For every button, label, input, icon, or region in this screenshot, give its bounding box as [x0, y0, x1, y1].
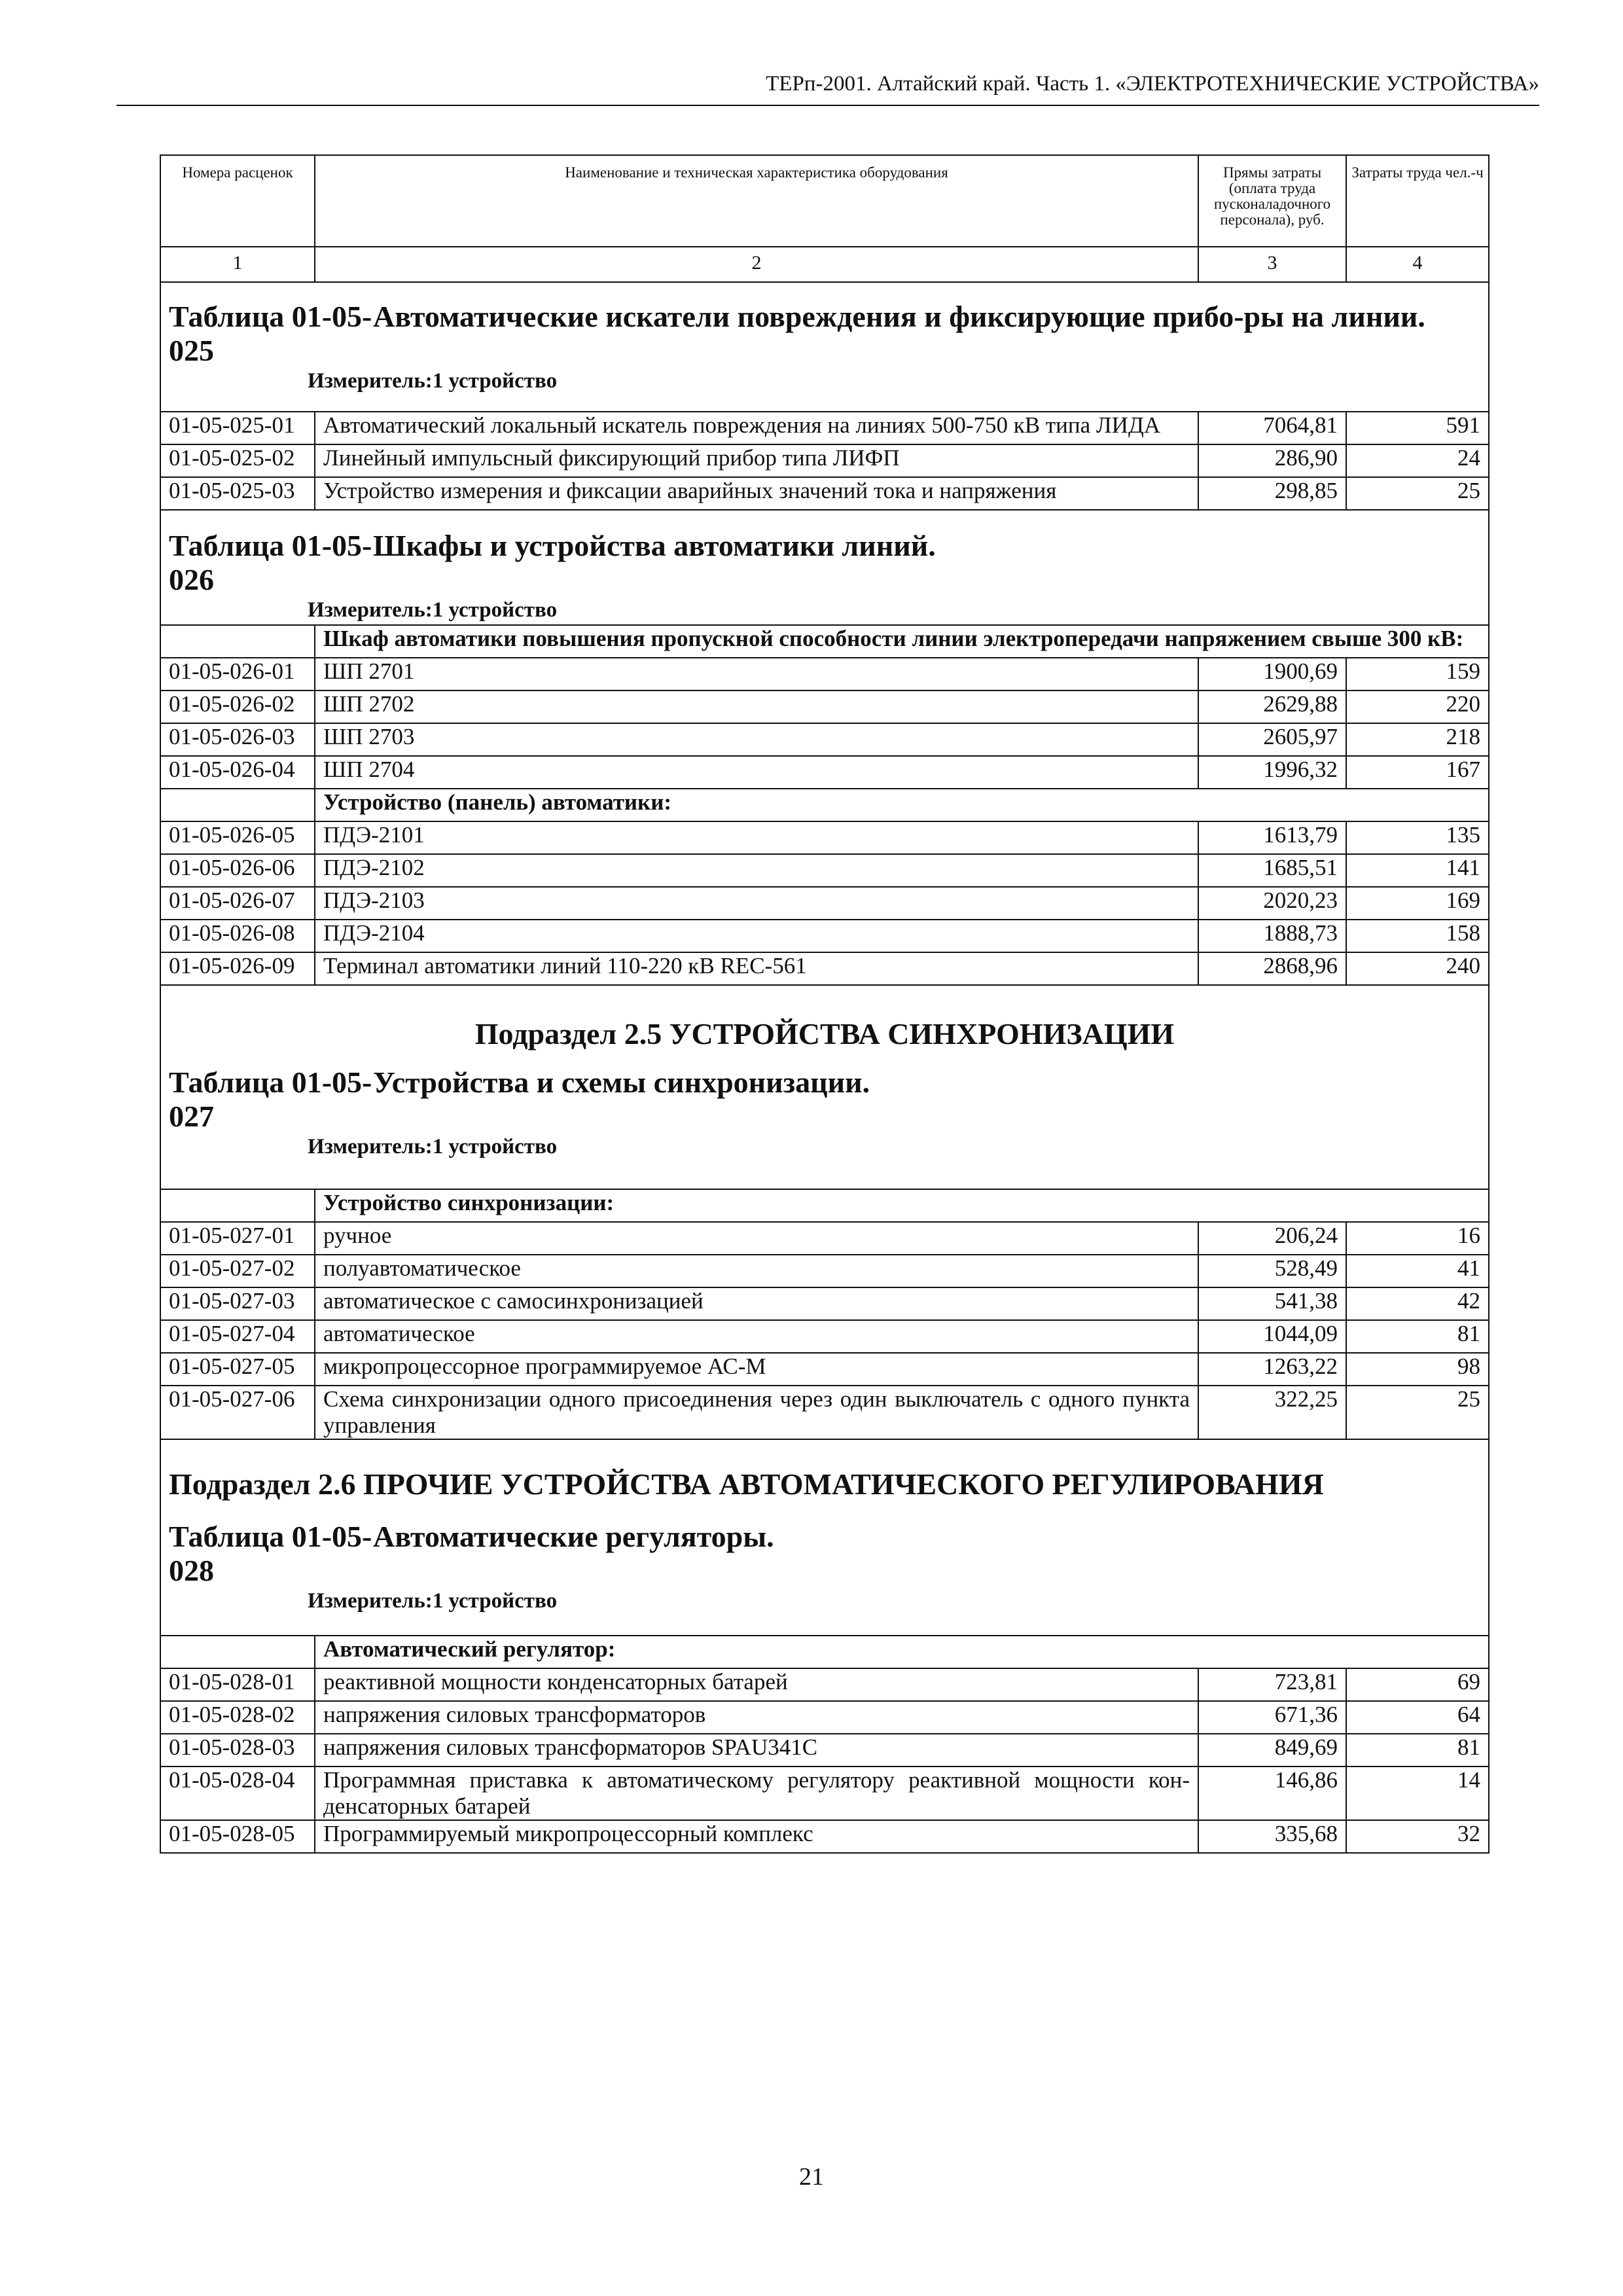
item-labor: 25	[1346, 1386, 1489, 1439]
group-row	[160, 1636, 1489, 1668]
item-labor: 42	[1346, 1287, 1489, 1320]
group-heading: Устройство (панель) автоматики:	[315, 789, 1489, 821]
item-labor: 14	[1346, 1767, 1489, 1820]
item-name: ПДЭ-2101	[315, 821, 1198, 854]
price-table	[160, 154, 1489, 1854]
rate-code: 01-05-027-06	[160, 1386, 315, 1439]
item-cost: 286,90	[1198, 444, 1346, 477]
group-row	[160, 625, 1489, 658]
item-name: Программируемый микропроцессорный комплекс	[315, 1820, 1198, 1853]
item-cost: 7064,81	[1198, 412, 1346, 444]
item-labor: 135	[1346, 821, 1489, 854]
subsection-title: Подраздел 2.6 ПРОЧИЕ УСТРОЙСТВА АВТОМАТИЧЕСКОГО РЕГУЛИРОВАНИЯ	[169, 1467, 1324, 1501]
item-name: Автоматический локальный искатель повреждения на линиях 500-750 кВ типа ЛИДА	[315, 412, 1198, 444]
item-labor: 81	[1346, 1320, 1489, 1353]
item-name: ПДЭ-2103	[315, 887, 1198, 920]
column-number: 2	[315, 247, 1198, 282]
table-name: Автоматические искатели повреждения и фиксирующие прибо-ры на линии.	[373, 300, 1425, 333]
item-labor: 98	[1346, 1353, 1489, 1386]
rate-code: 01-05-026-03	[160, 723, 315, 756]
item-labor: 167	[1346, 756, 1489, 789]
item-labor: 220	[1346, 691, 1489, 723]
table-row	[160, 1734, 1489, 1767]
meter-label: Измеритель:1 устройство	[308, 369, 558, 393]
item-cost: 1888,73	[1198, 920, 1346, 952]
page-number: 21	[799, 2163, 824, 2191]
rate-code: 01-05-027-02	[160, 1255, 315, 1287]
table-row	[160, 887, 1489, 920]
item-labor: 24	[1346, 444, 1489, 477]
column-number-row	[160, 247, 1489, 282]
rate-code: 01-05-026-06	[160, 854, 315, 887]
item-cost: 528,49	[1198, 1255, 1346, 1287]
table-row	[160, 691, 1489, 723]
rate-code: 01-05-027-05	[160, 1353, 315, 1386]
table-number: Таблица 01-05-026	[169, 529, 372, 596]
item-name: реактивной мощности конденсаторных батарей	[315, 1668, 1198, 1701]
item-cost: 2020,23	[1198, 887, 1346, 920]
rate-code: 01-05-028-05	[160, 1820, 315, 1853]
item-cost: 1996,32	[1198, 756, 1346, 789]
subsection-title: Подраздел 2.5 УСТРОЙСТВА СИНХРОНИЗАЦИИ	[474, 1017, 1175, 1050]
table-row	[160, 412, 1489, 444]
rate-code: 01-05-026-05	[160, 821, 315, 854]
table-section-028	[160, 1439, 1489, 1636]
item-cost: 1263,22	[1198, 1353, 1346, 1386]
item-cost: 206,24	[1198, 1222, 1346, 1255]
table-row	[160, 723, 1489, 756]
item-cost: 671,36	[1198, 1701, 1346, 1734]
group-heading: Устройство синхронизации:	[315, 1189, 1489, 1222]
item-cost: 1044,09	[1198, 1320, 1346, 1353]
group-heading: Шкаф автоматики повышения пропускной способности линии электропередачи напряжением свыше 300 кВ:	[315, 625, 1489, 658]
item-name: Линейный импульсный фиксирующий прибор типа ЛИФП	[315, 444, 1198, 477]
table-section-027	[160, 985, 1489, 1189]
table-row	[160, 821, 1489, 854]
table-row	[160, 920, 1489, 952]
table-section-025	[160, 282, 1489, 412]
running-header: ТЕРп-2001. Алтайский край. Часть 1. «ЭЛЕКТРОТЕХНИЧЕСКИЕ УСТРОЙСТВА»	[116, 71, 1539, 106]
item-name: Устройство измерения и фиксации аварийных значений тока и напряжения	[315, 477, 1198, 510]
item-cost: 2868,96	[1198, 952, 1346, 985]
table-row	[160, 1255, 1489, 1287]
item-name: ПДЭ-2104	[315, 920, 1198, 952]
table-name: Автоматические регуляторы.	[373, 1520, 774, 1553]
item-labor: 159	[1346, 658, 1489, 691]
item-cost: 298,85	[1198, 477, 1346, 510]
rate-code: 01-05-028-01	[160, 1668, 315, 1701]
item-labor: 240	[1346, 952, 1489, 985]
item-name: ручное	[315, 1222, 1198, 1255]
item-labor: 81	[1346, 1734, 1489, 1767]
item-labor: 591	[1346, 412, 1489, 444]
item-name: Схема синхронизации одного присоединения через один выключатель с одного пункта управления	[315, 1386, 1198, 1439]
table-row	[160, 1386, 1489, 1439]
rate-code: 01-05-027-03	[160, 1287, 315, 1320]
item-name: полуавтоматическое	[315, 1255, 1198, 1287]
table-row	[160, 1320, 1489, 1353]
table-row	[160, 952, 1489, 985]
meter-label: Измеритель:1 устройство	[308, 1135, 558, 1158]
column-header-labor: Затраты труда чел.-ч	[1346, 155, 1489, 247]
item-name: ШП 2701	[315, 658, 1198, 691]
item-cost: 723,81	[1198, 1668, 1346, 1701]
group-row	[160, 1189, 1489, 1222]
item-cost: 322,25	[1198, 1386, 1346, 1439]
rate-code: 01-05-026-01	[160, 658, 315, 691]
item-cost: 335,68	[1198, 1820, 1346, 1853]
item-name: напряжения силовых трансформаторов	[315, 1701, 1198, 1734]
rate-code: 01-05-026-07	[160, 887, 315, 920]
table-row	[160, 658, 1489, 691]
rate-code: 01-05-025-03	[160, 477, 315, 510]
item-labor: 158	[1346, 920, 1489, 952]
table-number: Таблица 01-05-027	[169, 1066, 372, 1133]
table-row	[160, 1353, 1489, 1386]
item-labor: 69	[1346, 1668, 1489, 1701]
item-cost: 1613,79	[1198, 821, 1346, 854]
item-cost: 146,86	[1198, 1767, 1346, 1820]
rate-code: 01-05-025-02	[160, 444, 315, 477]
item-name: ШП 2704	[315, 756, 1198, 789]
table-row	[160, 1222, 1489, 1255]
column-number: 1	[160, 247, 315, 282]
item-labor: 218	[1346, 723, 1489, 756]
item-cost: 2605,97	[1198, 723, 1346, 756]
table-row	[160, 1701, 1489, 1734]
table-number: Таблица 01-05-028	[169, 1520, 372, 1587]
table-row	[160, 1668, 1489, 1701]
table-row	[160, 444, 1489, 477]
item-cost: 1685,51	[1198, 854, 1346, 887]
item-labor: 169	[1346, 887, 1489, 920]
column-header-row	[160, 155, 1489, 247]
rate-code: 01-05-027-01	[160, 1222, 315, 1255]
table-number: Таблица 01-05-025	[169, 300, 372, 367]
column-number: 3	[1198, 247, 1346, 282]
column-header-codes: Номера расценок	[160, 155, 315, 247]
rate-code: 01-05-028-03	[160, 1734, 315, 1767]
table-row	[160, 477, 1489, 510]
item-name: автоматическое с самосинхронизацией	[315, 1287, 1198, 1320]
table-title	[169, 1520, 1480, 1588]
table-row	[160, 854, 1489, 887]
item-name: микропроцессорное программируемое АС-М	[315, 1353, 1198, 1386]
item-labor: 25	[1346, 477, 1489, 510]
table-name: Шкафы и устройства автоматики линий.	[373, 529, 936, 562]
table-row	[160, 1820, 1489, 1853]
item-name: ШП 2702	[315, 691, 1198, 723]
item-labor: 41	[1346, 1255, 1489, 1287]
group-row	[160, 789, 1489, 821]
rate-code: 01-05-027-04	[160, 1320, 315, 1353]
item-cost: 849,69	[1198, 1734, 1346, 1767]
table-section-026	[160, 510, 1489, 625]
item-labor: 141	[1346, 854, 1489, 887]
item-cost: 1900,69	[1198, 658, 1346, 691]
rate-code: 01-05-028-04	[160, 1767, 315, 1820]
rate-code: 01-05-028-02	[160, 1701, 315, 1734]
table-title	[169, 1066, 1480, 1134]
table-row	[160, 1287, 1489, 1320]
item-cost: 2629,88	[1198, 691, 1346, 723]
item-name: ШП 2703	[315, 723, 1198, 756]
table-row	[160, 1767, 1489, 1820]
table-title	[169, 529, 1480, 597]
meter-label: Измеритель:1 устройство	[308, 598, 558, 622]
rate-code: 01-05-026-08	[160, 920, 315, 952]
group-heading: Автоматический регулятор:	[315, 1636, 1489, 1668]
item-labor: 64	[1346, 1701, 1489, 1734]
column-number: 4	[1346, 247, 1489, 282]
item-name: Программная приставка к автоматическому регулятору реактивной мощности кон-денсаторных батарей	[315, 1767, 1198, 1820]
rate-code: 01-05-026-02	[160, 691, 315, 723]
meter-label: Измеритель:1 устройство	[308, 1589, 558, 1613]
column-header-cost: Прямы затраты (оплата труда пусконаладочного персонала), руб.	[1198, 155, 1346, 247]
table-name: Устройства и схемы синхронизации.	[373, 1066, 870, 1099]
item-labor: 16	[1346, 1222, 1489, 1255]
item-labor: 32	[1346, 1820, 1489, 1853]
table-title	[169, 300, 1480, 368]
item-name: ПДЭ-2102	[315, 854, 1198, 887]
item-cost: 541,38	[1198, 1287, 1346, 1320]
rate-code: 01-05-026-04	[160, 756, 315, 789]
table-row	[160, 756, 1489, 789]
rate-code: 01-05-026-09	[160, 952, 315, 985]
rate-code: 01-05-025-01	[160, 412, 315, 444]
column-header-name: Наименование и техническая характеристика оборудования	[315, 155, 1198, 247]
item-name: напряжения силовых трансформаторов SPAU341C	[315, 1734, 1198, 1767]
item-name: Терминал автоматики линий 110-220 кВ REC-561	[315, 952, 1198, 985]
item-name: автоматическое	[315, 1320, 1198, 1353]
